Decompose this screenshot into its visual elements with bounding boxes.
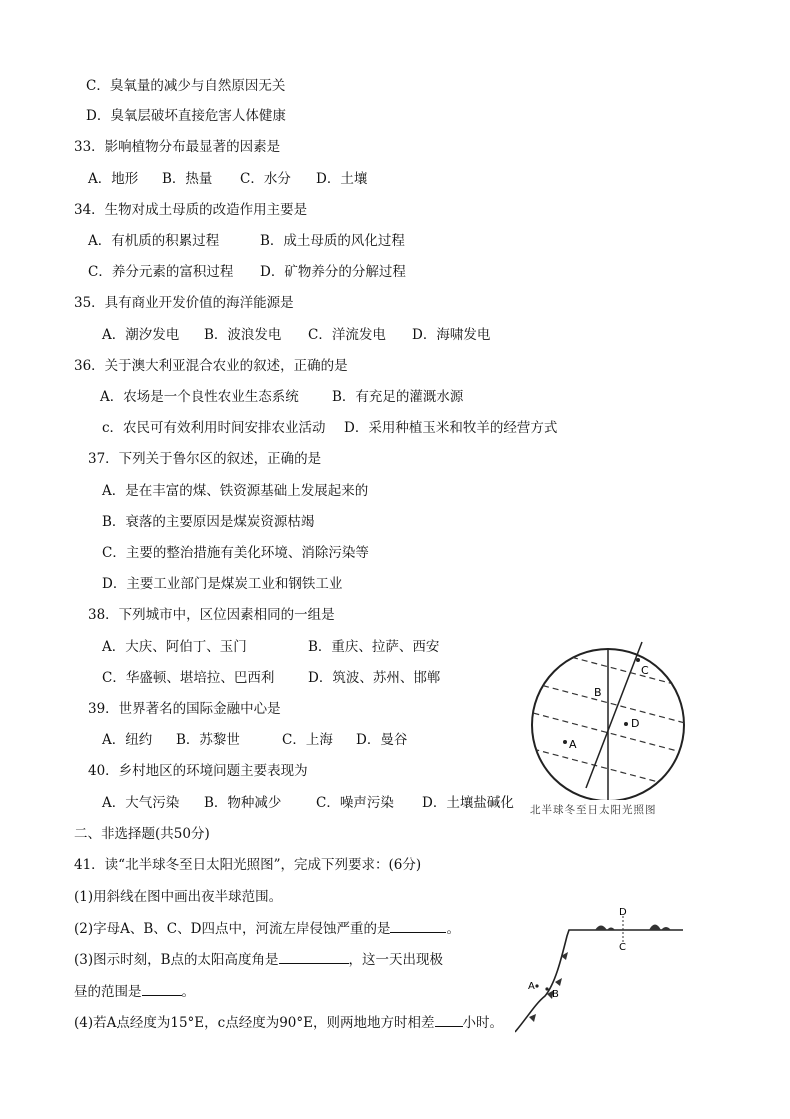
q41-part3-blank-1[interactable] — [279, 950, 349, 964]
q36-option-b: B．有充足的灌溉水源 — [332, 389, 464, 405]
q33-option-d: D．土壤 — [316, 171, 368, 187]
q40-option-d: D．土壤盐碱化 — [422, 795, 514, 811]
q33-stem: 33．影响植物分布最显著的因素是 — [74, 139, 281, 155]
bank-hills — [595, 925, 671, 931]
q35-stem: 35．具有商业开发价值的海洋能源是 — [74, 295, 294, 311]
q39-option-a: A．纽约 — [102, 732, 153, 748]
q37-stem: 37．下列关于鲁尔区的叙述，正确的是 — [88, 451, 322, 467]
q36-option-d: D．采用种植玉米和牧羊的经营方式 — [344, 420, 558, 436]
q38-stem: 38．下列城市中，区位因素相同的一组是 — [88, 607, 335, 623]
point-c-dot — [636, 658, 640, 662]
q35-option-b: B．波浪发电 — [204, 327, 282, 343]
label-a: A — [569, 738, 577, 751]
q40-stem: 40．乡村地区的环境问题主要表现为 — [88, 763, 308, 779]
point-a2-dot — [535, 984, 538, 987]
label-b: B — [594, 686, 602, 699]
bank-triangles — [529, 952, 568, 1022]
point-b2-dot — [545, 987, 548, 990]
q40-option-a: A．大气污染 — [102, 795, 180, 811]
q41-part3 — [74, 950, 443, 969]
q39-stem: 39．世界著名的国际金融中心是 — [88, 701, 281, 717]
q41-part1: (1)用斜线在图中画出夜半球范围。 — [74, 889, 283, 905]
q38-option-b: B．重庆、拉萨、西安 — [308, 639, 440, 655]
label-b2: B — [552, 989, 559, 1000]
q39-option-c: C．上海 — [282, 732, 333, 748]
q41-part4 — [74, 1013, 503, 1032]
figure-caption: 北半球冬至日太阳光照图 — [530, 804, 657, 816]
q33-option-c: C．水分 — [240, 171, 291, 187]
q41-part3-mid: ，这一天出现极 — [348, 952, 444, 968]
q38-option-c: C．华盛顿、堪培拉、巴西利 — [102, 670, 275, 686]
q36-option-c: c．农民可有效利用时间安排农业活动 — [102, 420, 326, 436]
q35-option-c: C．洋流发电 — [308, 327, 386, 343]
illumination-diagram — [524, 638, 696, 800]
q37-option-c: C．主要的整治措施有美化环境、消除污染等 — [102, 545, 369, 561]
river-bank-line — [515, 930, 683, 1032]
q41-part2-blank[interactable] — [390, 919, 446, 933]
q37-option-d: D．主要工业部门是煤炭工业和钢铁工业 — [102, 576, 343, 592]
q35-option-d: D．海啸发电 — [412, 327, 491, 343]
q41-part3-line2 — [74, 982, 195, 1001]
q35-option-a: A．潮汐发电 — [102, 327, 180, 343]
point-a-dot — [563, 740, 567, 744]
label-d2: D — [619, 907, 627, 918]
q41-stem: 41．读“北半球冬至日太阳光照图”，完成下列要求：(6分) — [74, 857, 422, 873]
q39-option-d: D．曼谷 — [356, 732, 408, 748]
q41-part3-line2-end: 。 — [181, 984, 195, 1000]
q34-option-d: D．矿物养分的分解过程 — [260, 264, 406, 280]
q37-option-a: A．是在丰富的煤、铁资源基础上发展起来的 — [102, 483, 369, 499]
label-d: D — [631, 717, 640, 730]
q41-part4-text: (4)若A点经度为15°E，c点经度为90°E，则两地地方时相差 — [74, 1015, 435, 1031]
q33-option-b: B．热量 — [162, 171, 213, 187]
q40-option-c: C．噪声污染 — [316, 795, 394, 811]
q41-part4-blank[interactable] — [435, 1013, 463, 1027]
q40-option-b: B．物种减少 — [204, 795, 282, 811]
point-d-dot — [624, 722, 628, 726]
q32-option-d: D．臭氧层破坏直接危害人体健康 — [86, 108, 286, 124]
q41-part3-blank-2[interactable] — [142, 982, 182, 996]
q34-option-c: C．养分元素的富积过程 — [88, 264, 234, 280]
label-c: C — [641, 664, 649, 677]
q38-option-a: A．大庆、阿伯丁、玉门 — [102, 639, 247, 655]
q41-part3-text: (3)图示时刻，B点的太阳高度角是 — [74, 952, 279, 968]
q39-option-b: B．苏黎世 — [176, 732, 240, 748]
section-heading: 二、非选择题(共50分) — [74, 826, 210, 842]
q41-part2 — [74, 919, 460, 938]
q32-option-c: C．臭氧量的减少与自然原因无关 — [86, 78, 286, 94]
river-diagram — [515, 900, 700, 1040]
q36-stem: 36．关于澳大利亚混合农业的叙述，正确的是 — [74, 358, 348, 374]
q36-option-a: A．农场是一个良性农业生态系统 — [100, 389, 299, 405]
label-a2: A — [528, 981, 535, 992]
q34-stem: 34．生物对成土母质的改造作用主要是 — [74, 202, 308, 218]
q33-option-a: A．地形 — [88, 171, 139, 187]
q34-option-b: B．成土母质的风化过程 — [260, 233, 405, 249]
q41-part3-line2-text: 昼的范围是 — [74, 984, 142, 1000]
q34-option-a: A．有机质的积累过程 — [88, 233, 220, 249]
q41-part4-end: 小时。 — [462, 1015, 503, 1031]
q41-part2-text: (2)字母A、B、C、D四点中，河流左岸侵蚀严重的是 — [74, 921, 391, 937]
q38-option-d: D．筑波、苏州、邯郸 — [308, 670, 441, 686]
q41-part2-end: 。 — [446, 921, 460, 937]
q37-option-b: B．衰落的主要原因是煤炭资源枯竭 — [102, 514, 315, 530]
label-c2: C — [619, 942, 626, 953]
